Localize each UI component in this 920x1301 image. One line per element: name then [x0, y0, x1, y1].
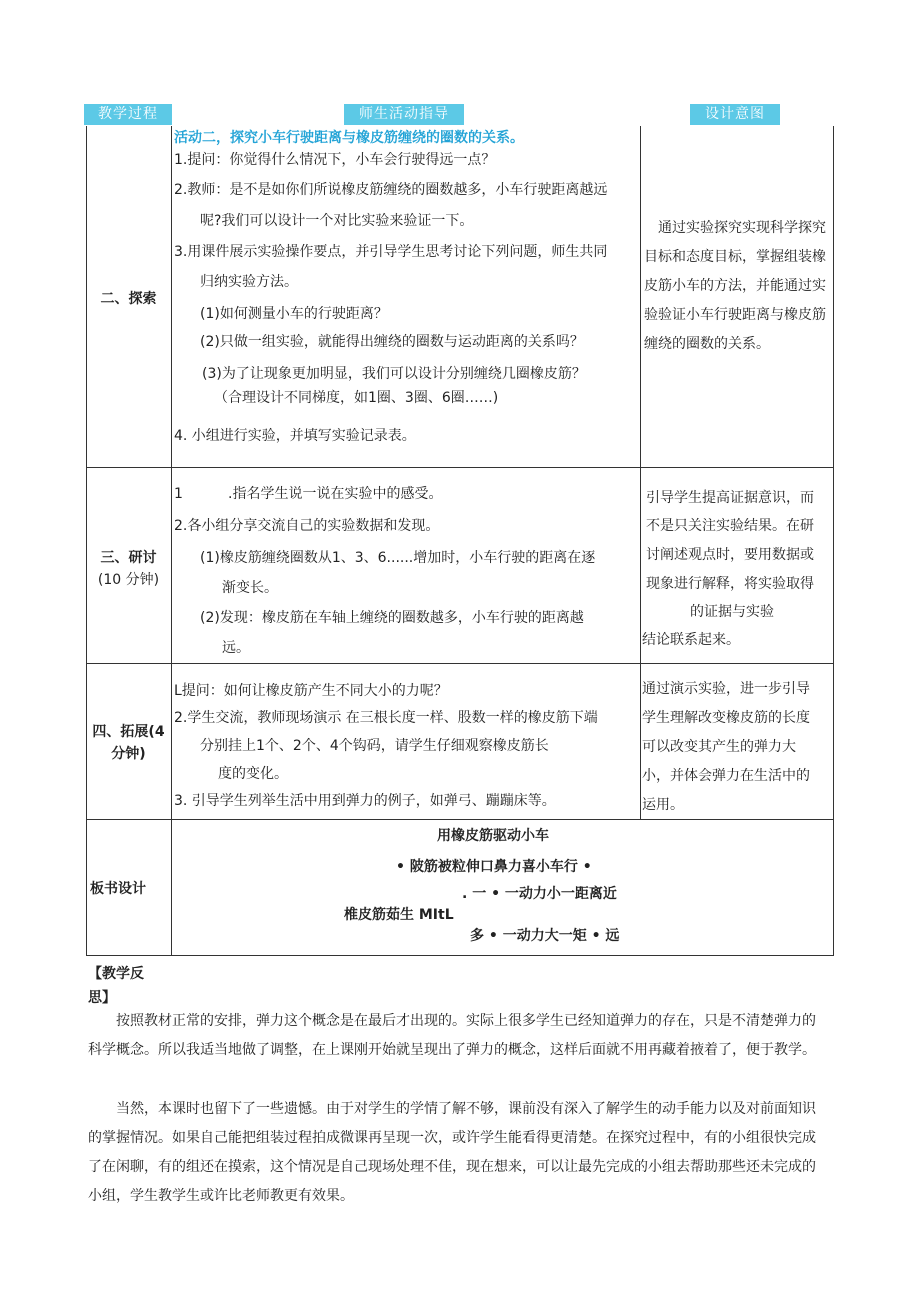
explore-line: (2)只做一组实验，就能得出缠绕的圈数与运动距离的关系吗？ [200, 334, 584, 350]
table-row-divider [86, 663, 834, 664]
explore-line: 4. 小组进行实验，并填写实验记录表。 [174, 428, 416, 444]
table-column-divider [640, 126, 641, 819]
extend-line: L提问：如何让橡皮筋产生不同大小的力呢？ [174, 683, 448, 699]
discuss-line: 远。 [222, 640, 250, 656]
discuss-line: (1)橡皮筋缠绕圈数从1、3、6......增加时，小车行驶的距离在逐 [200, 550, 596, 566]
board-line: • 陂筋被粒伸口鼻力喜小车行 • [396, 859, 592, 875]
discuss-intent-line: 不是只关注实验结果。在研 [646, 518, 814, 534]
discuss-intent-line: 引导学生提高证据意识，而 [646, 490, 814, 506]
explore-line: （合理设计不同梯度，如1圈、3圈、6圈……) [214, 390, 499, 406]
board-line: . 一 • 一动力小一距离近 [462, 886, 617, 902]
reflection-heading [88, 962, 144, 1010]
explore-line: 呢?我们可以设计一个对比实验来验证一下。 [200, 213, 474, 229]
table-border-right [833, 126, 834, 956]
discuss-line: 渐变长。 [222, 580, 278, 596]
discuss-intent-line: 的证据与实验 [690, 604, 774, 620]
discuss-intent-line: 讨阐述观点时，要用数据或 [646, 547, 814, 563]
board-line: 多 • 一动力大一矩 • 远 [470, 928, 620, 944]
reflection-paragraph: 当然，本课时也留下了一些遗憾。由于对学生的学情了解不够，课前没有深入了解学生的动手能力以及对前面知识的掌握情况。如果自己能把组装过程拍成微课再呈现一次，或许学生能看得更清楚。在探究过程中，有的小组很快完成了在闲聊，有的组还在摸索，这个情况是自己现场处理不佳，现在想来，可以让最先完成的小组去帮助那些还未完成的小组，学生教学生或许比老师教更有效果。 [88, 1101, 816, 1204]
stage-explore: 二、探索 [100, 291, 157, 307]
explore-line: 2.教师：是不是如你们所说橡皮筋缠绕的圈数越多，小车行驶距离越远 [174, 182, 608, 198]
stage-extend-title: 四、拓展(4 [92, 724, 165, 740]
stage-discuss-title: 三、研讨 [100, 550, 157, 566]
explore-line: 3.用课件展示实验操作要点，并引导学生思考讨论下列问题，师生共同 [174, 244, 608, 260]
extend-intent-line: 学生理解改变橡皮筋的长度 [642, 710, 810, 726]
explore-line: (1)如何测量小车的行驶距离？ [200, 306, 388, 322]
extend-line: 分别挂上1个、2个、4个钩码，请学生仔细观察橡皮筋长 [200, 738, 549, 754]
extend-intent-line: 通过演示实验，进一步引导 [642, 681, 810, 697]
extend-line: 2.学生交流，教师现场演示 在三根长度一样、股数一样的橡皮筋下端 [174, 710, 598, 726]
explore-line: 1.提问：你觉得什么情况下，小车会行驶得远一点？ [174, 152, 496, 168]
explore-line: (3)为了让现象更加明显，我们可以设计分别缠绕几圈橡皮筋？ [202, 366, 586, 382]
discuss-line: .指名学生说一说在实验中的感受。 [228, 486, 443, 502]
table-row-divider [86, 467, 834, 468]
header-process: 教学过程 [84, 104, 172, 125]
header-design-intent: 设计意图 [690, 104, 780, 125]
board-title: 用橡皮筋驱动小车 [437, 828, 549, 844]
stage-discuss [86, 547, 171, 591]
discuss-line: (2)发现：橡皮筋在车轴上缠绕的圈数越多，小车行驶的距离越 [200, 610, 584, 626]
table-border-left [86, 126, 87, 956]
reflection-heading-line: 思】 [88, 990, 116, 1006]
extend-line: 度的变化。 [218, 766, 288, 782]
table-row-divider [86, 819, 834, 820]
activity-title: 活动二，探究小车行驶距离与橡皮筋缠绕的圈数的关系。 [174, 130, 524, 146]
reflection-paragraph: 按照教材正常的安排，弹力这个概念是在最后才出现的。实际上很多学生已经知道弹力的存在，只是不清楚弹力的科学概念。所以我适当地做了调整，在上课刚开始就呈现出了弹力的概念，这样后面就不用再藏着掖着了，便于教学。 [88, 1013, 816, 1058]
reflection-heading-line: 【教学反 [88, 966, 144, 982]
table-column-divider [171, 126, 172, 956]
header-activity-guide: 师生活动指导 [344, 104, 464, 125]
board-line: 椎皮筋茹生 MItL [344, 907, 454, 923]
extend-intent-line: 运用。 [642, 797, 684, 813]
stage-board-design: 板书设计 [90, 881, 146, 897]
extend-intent-line: 可以改变其产生的弹力大 [642, 739, 796, 755]
explore-line: 归纳实验方法。 [200, 274, 298, 290]
discuss-intent-line: 结论联系起来。 [642, 632, 740, 648]
discuss-line: 1 [174, 486, 183, 502]
stage-extend-duration: 分钟) [111, 746, 146, 762]
extend-intent-line: 小，并体会弹力在生活中的 [642, 768, 810, 784]
extend-line: 3. 引导学生列举生活中用到弹力的例子，如弹弓、蹦蹦床等。 [174, 793, 556, 809]
explore-intent: 通过实验探究实现科学探究目标和态度目标，掌握组装橡皮筋小车的方法，并能通过实验验证小车行驶距离与橡皮筋缠绕的圈数的关系。 [644, 220, 826, 352]
discuss-line: 2.各小组分享交流自己的实验数据和发现。 [174, 518, 440, 534]
discuss-intent-line: 现象进行解释，将实验取得 [646, 576, 814, 592]
table-border-bottom [86, 955, 834, 956]
stage-discuss-duration: (10 分钟) [97, 572, 160, 588]
stage-extend [86, 721, 171, 765]
